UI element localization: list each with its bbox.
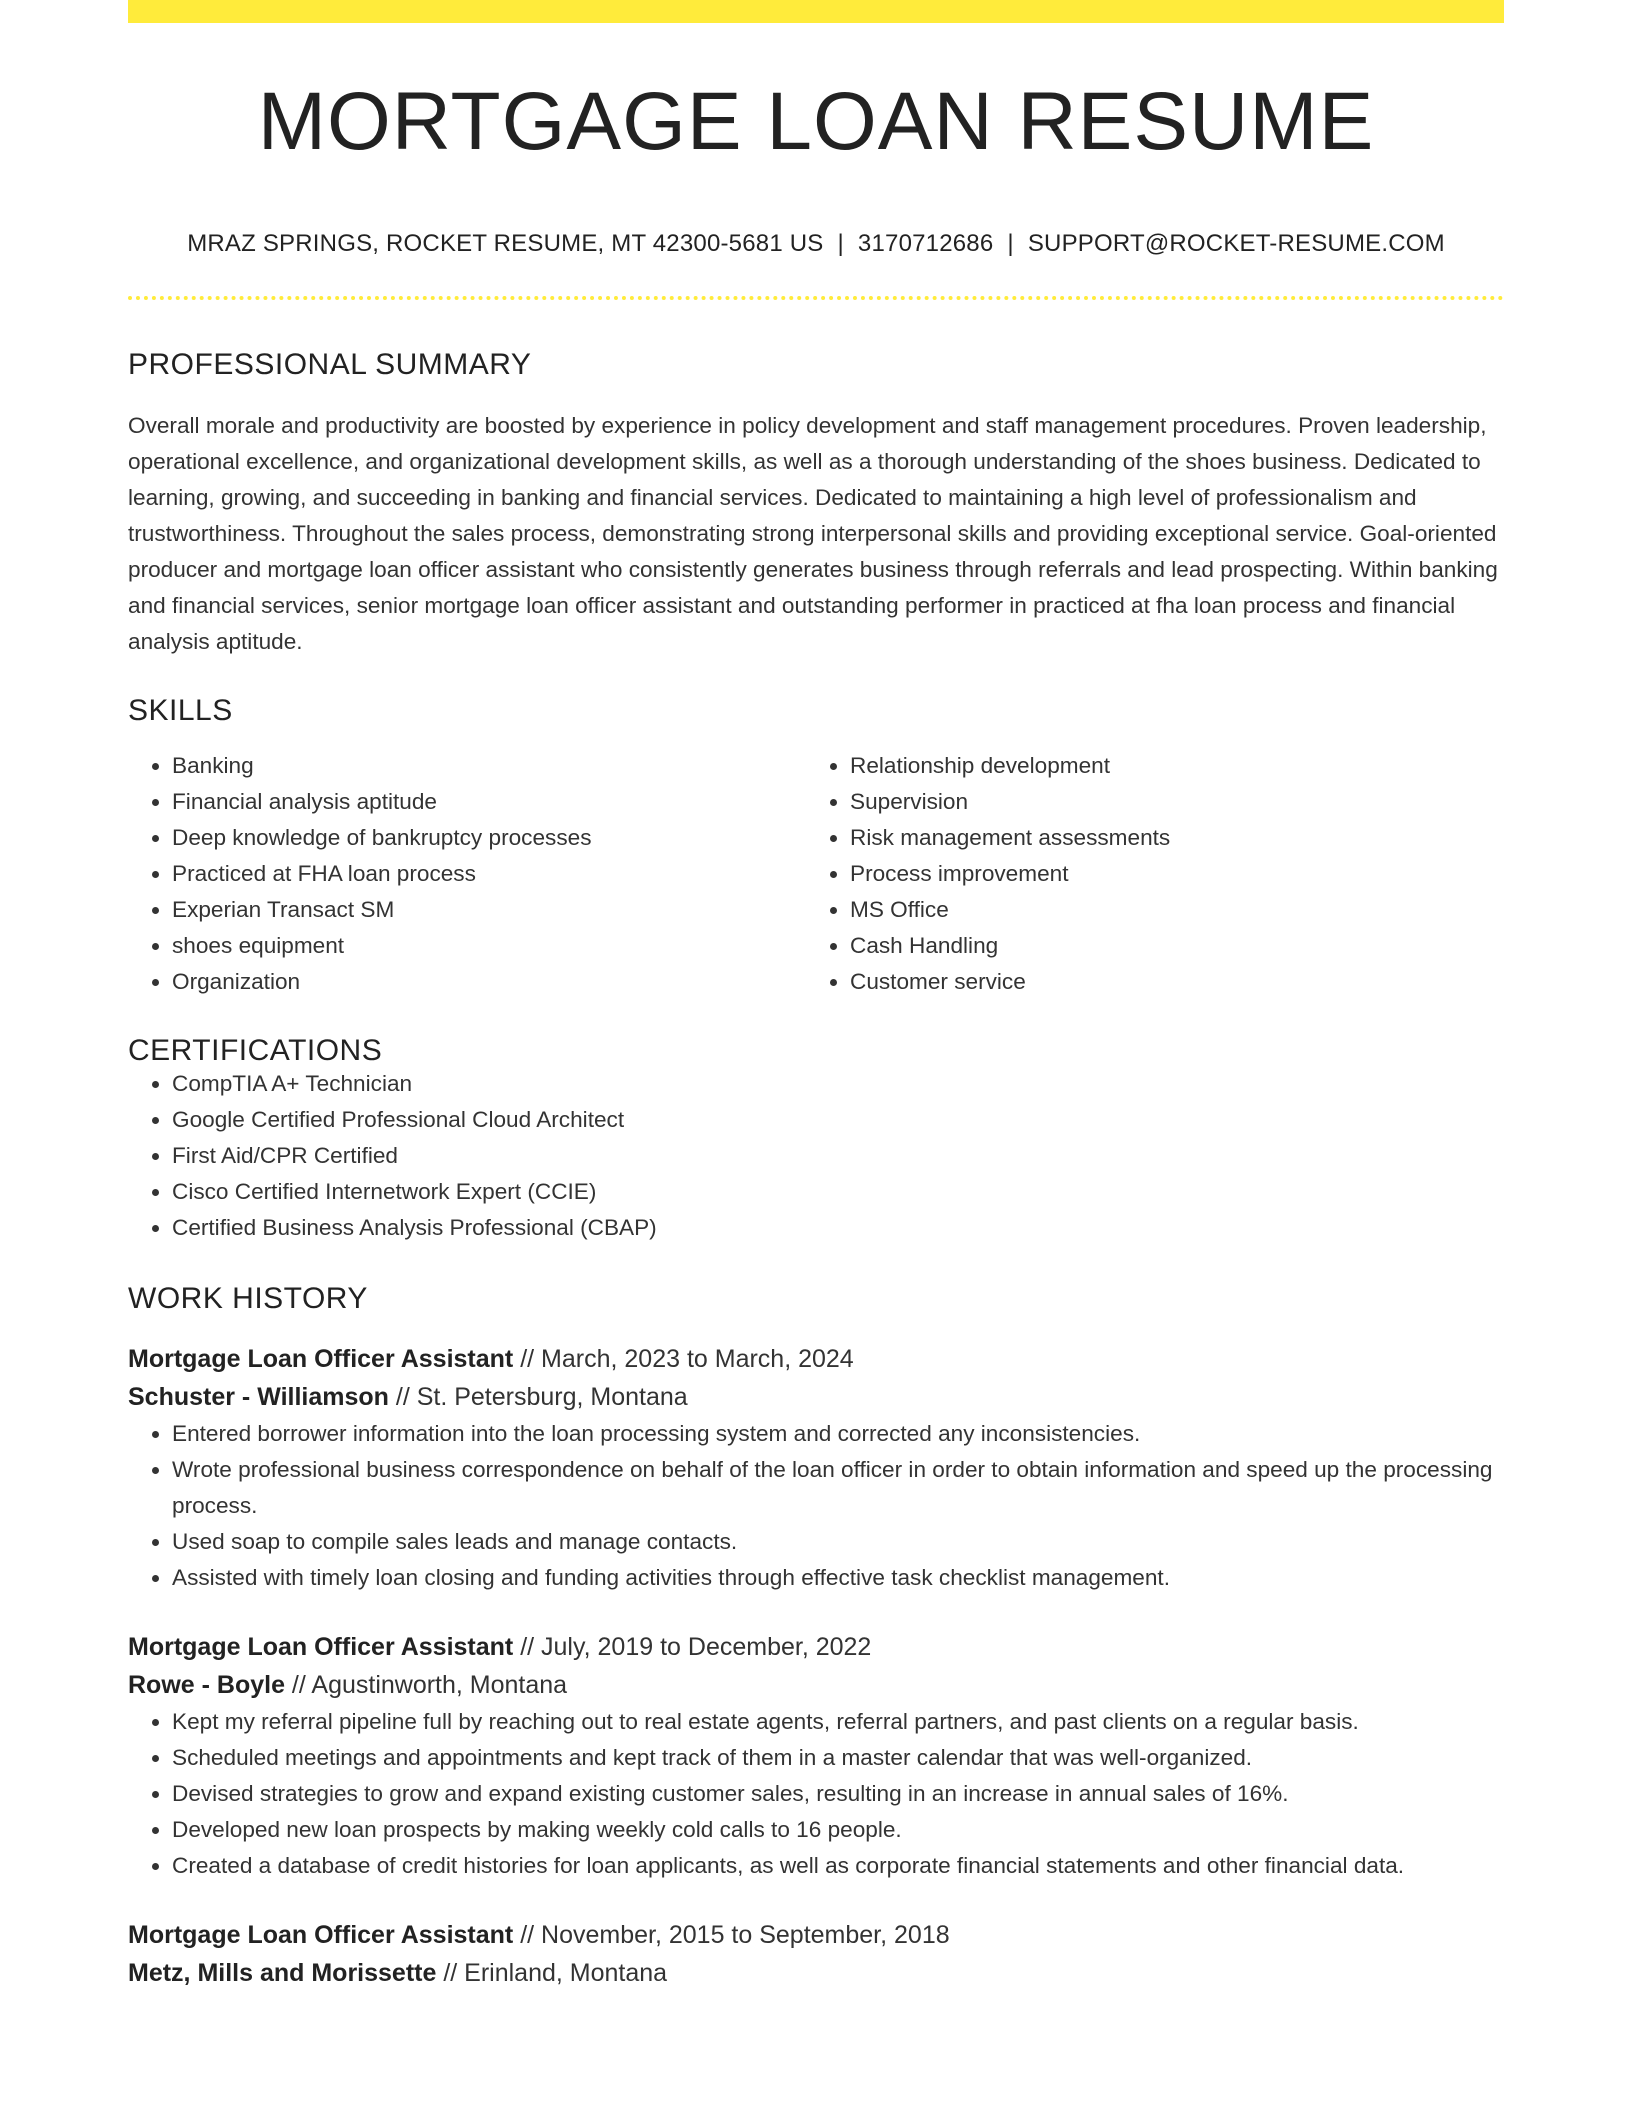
skills-column-left <box>128 748 806 1000</box>
contact-address: MRAZ SPRINGS, ROCKET RESUME, MT 42300-5681 US <box>187 230 824 257</box>
skill-item: • Cash Handling <box>850 928 1484 964</box>
skill-item: • shoes equipment <box>172 928 806 964</box>
skill-item: • Banking <box>172 748 806 784</box>
job-dates: // November, 2015 to September, 2018 <box>513 1921 950 1949</box>
skills-list-right <box>806 748 1484 1000</box>
certifications-heading: CERTIFICATIONS <box>128 1034 383 1067</box>
job-bullet: • Kept my referral pipeline full by reaching out to real estate agents, referral partners, and past clients on a regular basis. <box>172 1704 1504 1740</box>
job-company-line <box>128 1378 1504 1416</box>
skill-item: • Risk management assessments <box>850 820 1484 856</box>
work-history-list <box>128 1340 1504 1992</box>
contact-phone: 3170712686 <box>857 230 994 257</box>
skill-item: • Process improvement <box>850 856 1484 892</box>
job-bullet: • Entered borrower information into the loan processing system and corrected any inconsistencies. <box>172 1416 1504 1452</box>
job-title: Mortgage Loan Officer Assistant <box>128 1921 514 1949</box>
skill-item: • Supervision <box>850 784 1484 820</box>
skills-heading: SKILLS <box>128 694 233 727</box>
summary-heading: PROFESSIONAL SUMMARY <box>128 348 532 381</box>
job-entry <box>128 1916 1504 1992</box>
contact-email: SUPPORT@ROCKET-RESUME.COM <box>1027 230 1445 257</box>
job-bullet: • Assisted with timely loan closing and funding activities through effective task checklist management. <box>172 1560 1504 1596</box>
job-company-line <box>128 1954 1504 1992</box>
job-bullet: • Scheduled meetings and appointments and kept track of them in a master calendar that was well-organized. <box>172 1740 1504 1776</box>
job-bullet: • Used soap to compile sales leads and manage contacts. <box>172 1524 1504 1560</box>
contact-line <box>128 232 1504 256</box>
skill-item: • Practiced at FHA loan process <box>172 856 806 892</box>
job-company: Metz, Mills and Morissette <box>128 1959 437 1987</box>
certification-item: • Google Certified Professional Cloud Architect <box>172 1102 1504 1138</box>
skills-grid <box>128 748 1504 1000</box>
skill-item: • MS Office <box>850 892 1484 928</box>
job-title-line <box>128 1628 1504 1666</box>
skills-list-left <box>128 748 806 1000</box>
skill-item: • Deep knowledge of bankruptcy processes <box>172 820 806 856</box>
job-bullet-list <box>128 1416 1504 1596</box>
job-bullet: • Devised strategies to grow and expand existing customer sales, resulting in an increase in annual sales of 16%. <box>172 1776 1504 1812</box>
job-dates: // March, 2023 to March, 2024 <box>513 1345 854 1373</box>
skill-item: • Customer service <box>850 964 1484 1000</box>
job-location: // Agustinworth, Montana <box>284 1671 568 1699</box>
work-history-heading: WORK HISTORY <box>128 1282 368 1315</box>
job-entry <box>128 1340 1504 1596</box>
resume-title: MORTGAGE LOAN RESUME <box>257 76 1375 167</box>
skill-item: • Organization <box>172 964 806 1000</box>
certification-item: • First Aid/CPR Certified <box>172 1138 1504 1174</box>
job-title: Mortgage Loan Officer Assistant <box>128 1633 514 1661</box>
job-company: Rowe - Boyle <box>128 1671 285 1699</box>
summary-text: Overall morale and productivity are boosted by experience in policy development and staff management procedures. Proven leadership, operational excellence, and organizational development skills, as well as a thorough understanding of the shoes business. Dedicated to learning, growing, and succeeding in banking and financial services. Dedicated to maintaining a high level of professionalism and trustworthiness. Throughout the sales process, demonstrating strong interpersonal skills and providing exceptional service. Goal-oriented producer and mortgage loan officer assistant who consistently generates business through referrals and lead prospecting. Within banking and financial services, senior mortgage loan officer assistant and outstanding performer in practiced at fha loan process and financial analysis aptitude. <box>128 413 1498 654</box>
accent-top-bar <box>128 0 1504 23</box>
job-title: Mortgage Loan Officer Assistant <box>128 1345 514 1373</box>
job-title-line <box>128 1340 1504 1378</box>
job-company: Schuster - Williamson <box>128 1383 389 1411</box>
job-company-line <box>128 1666 1504 1704</box>
job-entry <box>128 1628 1504 1884</box>
skills-column-right <box>806 748 1484 1000</box>
certifications-list <box>128 1066 1504 1246</box>
job-bullet: • Developed new loan prospects by making weekly cold calls to 16 people. <box>172 1812 1504 1848</box>
certification-item: • Certified Business Analysis Professional (CBAP) <box>172 1210 1504 1246</box>
job-location: // St. Petersburg, Montana <box>388 1383 688 1411</box>
resume-page <box>128 0 1504 1992</box>
contact-separator: | <box>1007 230 1014 257</box>
job-dates: // July, 2019 to December, 2022 <box>513 1633 872 1661</box>
contact-separator: | <box>837 230 844 257</box>
job-bullet: • Created a database of credit histories for loan applicants, as well as corporate financial statements and other financial data. <box>172 1848 1504 1884</box>
dotted-divider <box>128 296 1504 300</box>
certification-item: • Cisco Certified Internetwork Expert (CCIE) <box>172 1174 1504 1210</box>
job-bullet-list <box>128 1704 1504 1884</box>
skill-item: • Financial analysis aptitude <box>172 784 806 820</box>
job-location: // Erinland, Montana <box>436 1959 668 1987</box>
skill-item: • Experian Transact SM <box>172 892 806 928</box>
skill-item: • Relationship development <box>850 748 1484 784</box>
job-bullet: • Wrote professional business correspondence on behalf of the loan officer in order to obtain information and speed up the processing process. <box>172 1452 1504 1524</box>
certification-item: • CompTIA A+ Technician <box>172 1066 1504 1102</box>
job-title-line <box>128 1916 1504 1954</box>
